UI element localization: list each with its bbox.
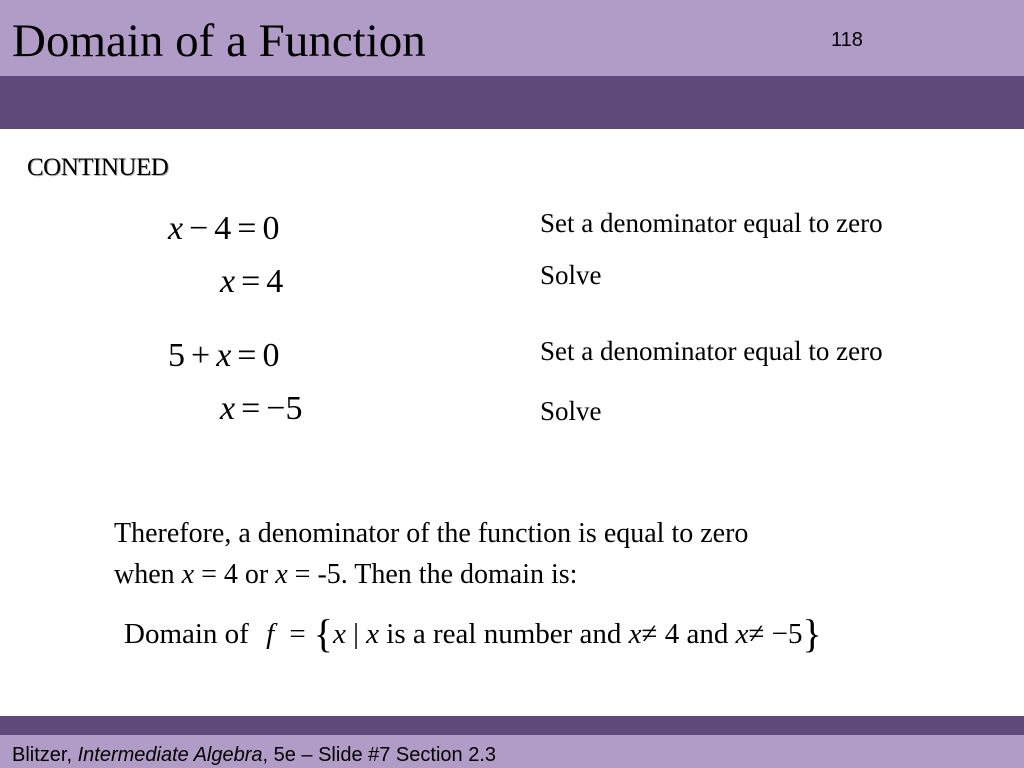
domain-text: is a real number and (386, 618, 622, 650)
condition-2: ≠ −5 (748, 618, 803, 650)
step-1-note: Set a denominator equal to zero (540, 208, 883, 238)
number: 0 (262, 337, 280, 374)
number: 5 (168, 337, 185, 374)
var-x: x (332, 618, 346, 650)
equals-sign: = (237, 337, 257, 374)
number: 0 (262, 210, 280, 247)
equation-step-2 (220, 265, 283, 299)
equation-step-3 (168, 339, 279, 373)
var-x: x (628, 618, 642, 650)
var-x: x (168, 210, 184, 247)
conclusion-line-2: when x = 4 or x = -5. Then the domain is: (114, 559, 578, 590)
and-text: and (686, 618, 729, 650)
slide-title: Domain of a Function (12, 15, 426, 67)
footer-band (0, 716, 1024, 735)
equals-sign: = (241, 390, 261, 427)
such-that-bar: | (353, 618, 359, 650)
equation-step-4 (220, 392, 302, 426)
conclusion-line-1: Therefore, a denominator of the function is equal to zero (114, 518, 749, 549)
step-2-note: Solve (540, 260, 602, 290)
equals-sign: = (241, 263, 261, 300)
minus-sign: − (189, 210, 209, 247)
domain-prefix: Domain of (124, 618, 257, 650)
var-x: x (220, 390, 236, 427)
open-brace: { (313, 611, 333, 656)
conclusion-text (114, 513, 914, 595)
number: −5 (266, 390, 303, 427)
slide-number: 118 (831, 29, 863, 51)
equals-sign: = (289, 618, 306, 650)
var-x: x (366, 618, 380, 650)
domain-statement (124, 611, 822, 656)
var-x: x (735, 618, 749, 650)
continued-label: CONTINUED (27, 154, 169, 181)
equation-step-1 (168, 212, 279, 246)
function-f: f (266, 618, 275, 650)
step-3-note: Set a denominator equal to zero (540, 336, 883, 366)
condition-1: ≠ 4 (641, 618, 680, 650)
book-title: Intermediate Algebra (77, 744, 263, 766)
var-x: x (216, 337, 232, 374)
var-x: x (220, 263, 236, 300)
number: 4 (214, 210, 232, 247)
number: 4 (266, 263, 284, 300)
footer-citation: Blitzer, Intermediate Algebra, 5e – Slide #7 Section 2.3 (12, 744, 496, 766)
close-brace: } (802, 611, 822, 656)
equals-sign: = (237, 210, 257, 247)
header-band (0, 76, 1024, 129)
step-4-note: Solve (540, 396, 602, 426)
plus-sign: + (191, 337, 211, 374)
